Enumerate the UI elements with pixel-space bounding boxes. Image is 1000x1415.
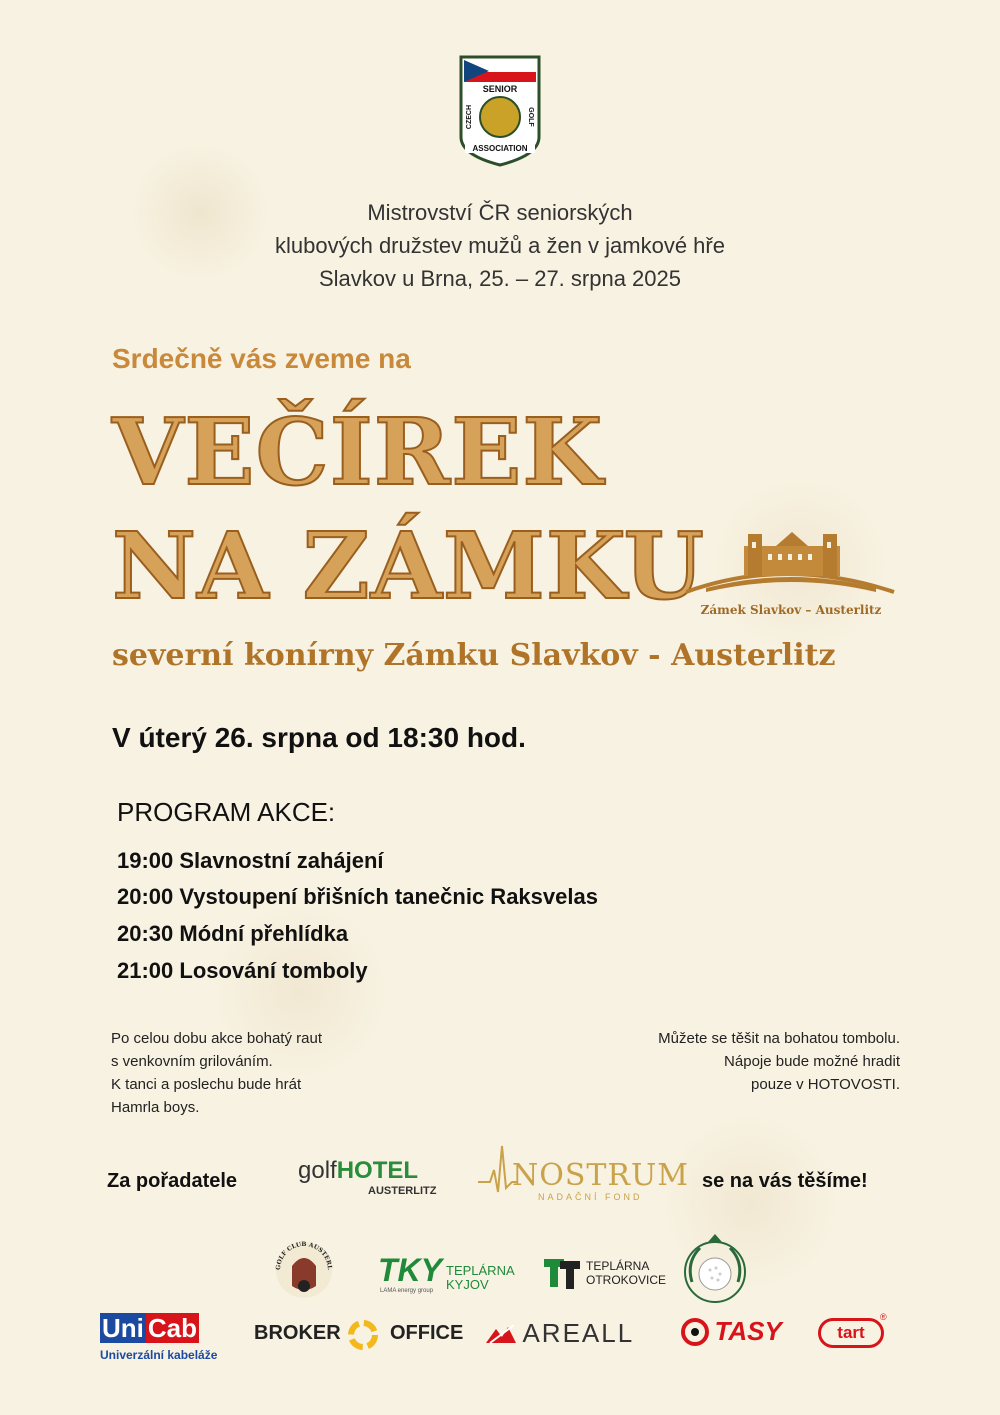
tky-logo-group: LAMA energy group xyxy=(380,1288,434,1294)
registered-icon: ® xyxy=(880,1312,887,1322)
golfhotel-logo-sub: AUSTERLITZ xyxy=(368,1185,437,1197)
logo-senior-text: SENIOR xyxy=(482,84,518,94)
areall-logo-text: AREALL xyxy=(522,1318,635,1348)
tky-logo-line2: KYJOV xyxy=(446,1277,489,1292)
note-line: Hamrla boys. xyxy=(111,1099,200,1116)
note-line: pouze v HOTOVOSTI. xyxy=(751,1076,900,1093)
note-line: Můžete se těšit na bohatou tombolu. xyxy=(658,1030,900,1047)
organizers-suffix: se na vás těšíme! xyxy=(702,1170,868,1192)
logo-czech-text: CZECH xyxy=(466,104,473,130)
tky-logo-line1: TEPLÁRNA xyxy=(446,1263,515,1278)
golfhotel-logo xyxy=(298,1157,458,1197)
program-item: 21:00 Losování tomboly xyxy=(117,958,368,983)
golfhotel-logo-golf: golf xyxy=(298,1157,337,1184)
tasy-logo-text: TASY xyxy=(714,1316,782,1346)
venue-text: severní konírny Zámku Slavkov - Austerlitz xyxy=(112,638,836,673)
program-title: PROGRAM AKCE: xyxy=(117,797,336,827)
teplarna-otrokovice-logo xyxy=(540,1253,670,1298)
intro-text xyxy=(0,196,1000,295)
tart-logo-text: tart xyxy=(818,1318,884,1348)
castle-logo-text: Zámek Slavkov – Austerlitz xyxy=(700,603,882,617)
unicab-logo-sub: Univerzální kabeláže xyxy=(100,1348,218,1362)
logo-golf-text: GOLF xyxy=(527,107,534,127)
nostrum-logo-sub: NADAČNÍ FOND xyxy=(538,1192,643,1202)
tky-logo xyxy=(378,1252,518,1294)
note-line: K tanci a poslechu bude hrát xyxy=(111,1076,302,1093)
organizers-prefix: Za pořadatele xyxy=(107,1170,238,1192)
event-title-line-2: NA ZÁMKU xyxy=(112,512,705,620)
broker-office-logo xyxy=(254,1318,469,1358)
note-line: Po celou dobu akce bohatý raut xyxy=(111,1030,322,1047)
intro-line-3: Slavkov u Brna, 25. – 27. srpna 2025 xyxy=(318,266,681,291)
teplarna-otrokovice-line1: TEPLÁRNA xyxy=(586,1259,650,1273)
areall-logo xyxy=(484,1318,659,1349)
program-item: 20:30 Módní přehlídka xyxy=(117,921,349,946)
invite-text: Srdečně vás zveme na xyxy=(112,343,411,374)
unicab-logo xyxy=(100,1313,240,1362)
note-line: s venkovním grilováním. xyxy=(111,1053,273,1070)
event-title-line-1: VEČÍREK xyxy=(112,398,604,506)
intro-line-1: Mistrovství ČR seniorských xyxy=(367,200,633,225)
teplarna-otrokovice-line2: OTROKOVICE xyxy=(586,1273,667,1287)
program-item: 19:00 Slavnostní zahájení xyxy=(117,848,384,873)
nostrum-logo-text: NOSTRUM xyxy=(512,1158,689,1193)
notes-right xyxy=(658,1027,900,1096)
broker-office-ring-icon xyxy=(346,1318,380,1352)
association-logo xyxy=(459,55,541,167)
golf-crest-logo xyxy=(682,1232,748,1306)
program-item: 20:00 Vystoupení břišních tanečnic Raksvelas xyxy=(117,884,598,909)
unicab-logo-cab: Cab xyxy=(147,1313,198,1343)
golf-club-austerlitz-logo xyxy=(272,1236,336,1300)
castle-logo xyxy=(686,526,896,622)
tasy-logo xyxy=(680,1316,790,1347)
notes-left xyxy=(111,1027,322,1119)
golfhotel-logo-hotel: HOTEL xyxy=(336,1157,419,1184)
golf-club-austerlitz-text: GOLF CLUB AUSTERL xyxy=(274,1240,334,1271)
tart-logo xyxy=(818,1312,890,1350)
event-date: V úterý 26. srpna od 18:30 hod. xyxy=(112,722,526,753)
broker-logo-text: BROKER xyxy=(254,1322,341,1344)
logo-association-text: ASSOCIATION xyxy=(472,144,528,153)
intro-line-2: klubových družstev mužů a žen v jamkové hře xyxy=(275,233,725,258)
office-logo-text: OFFICE xyxy=(390,1322,464,1344)
unicab-logo-uni: Uni xyxy=(102,1313,144,1343)
note-line: Nápoje bude možné hradit xyxy=(724,1053,900,1070)
tky-logo-mark: TKY xyxy=(378,1252,442,1288)
